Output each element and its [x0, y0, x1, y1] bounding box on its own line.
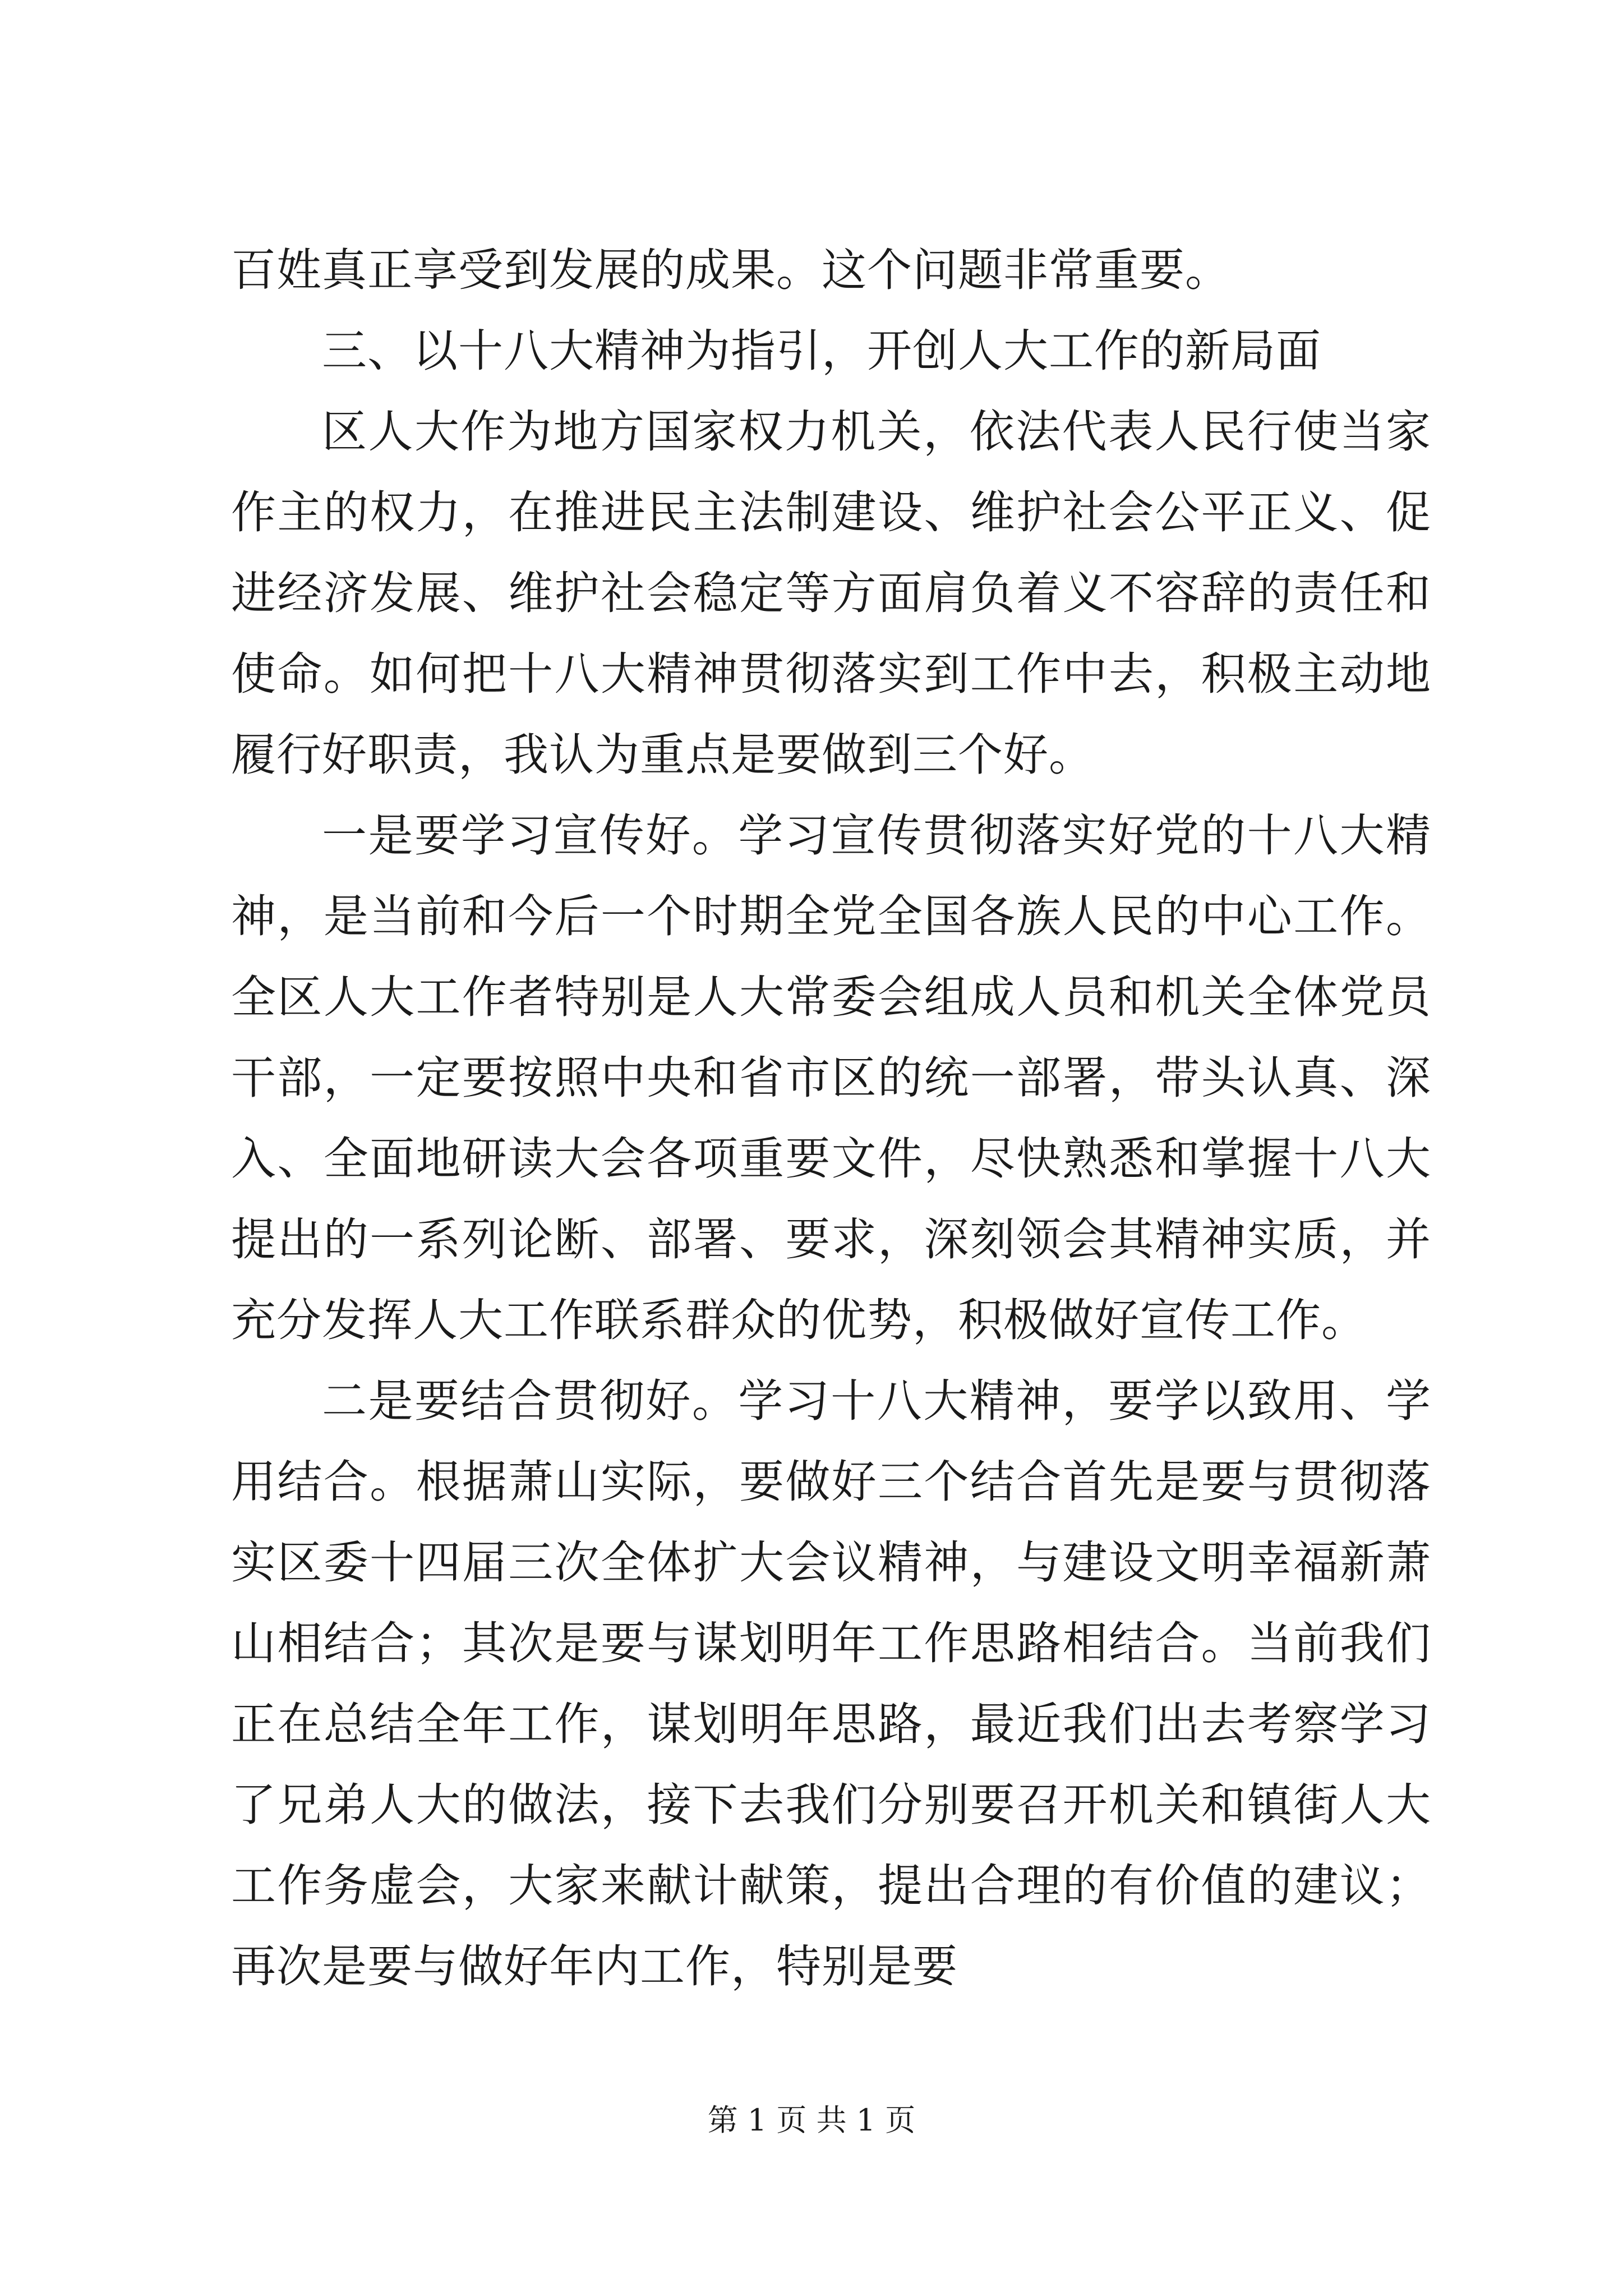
- page-number-footer: 第 1 页 共 1 页: [707, 2102, 916, 2138]
- paragraph-1: 百姓真正享受到发展的成果。这个问题非常重要。: [231, 244, 1230, 296]
- document-body: [231, 230, 1431, 2007]
- paragraph-2: 区人大作为地方国家权力机关，依法代表人民行使当家作主的权力，在推进民主法制建设、维护社会公平正义、促进经济发展、维护社会稳定等方面肩负着义不容辞的责任和使命。如何把十八大精神贯彻落实到工作中去，积极主动地履行好职责，我认为重点是要做到三个好。: [231, 406, 1431, 781]
- paragraph-4: 二是要结合贯彻好。学习十八大精神，要学以致用、学用结合。根据萧山实际，要做好三个结合首先是要与贯彻落实区委十四届三次全体扩大会议精神，与建设文明幸福新萧山相结合；其次是要与谋划明年工作思路相结合。当前我们正在总结全年工作，谋划明年思路，最近我们出去考察学习了兄弟人大的做法，接下去我们分别要召开机关和镇街人大工作务虚会，大家来献计献策，提出合理的有价值的建议；再次是要与做好年内工作，特别是要: [231, 1375, 1431, 1993]
- paragraph-3: 一是要学习宣传好。学习宣传贯彻落实好党的十八大精神，是当前和今后一个时期全党全国各族人民的中心工作。全区人大工作者特别是人大常委会组成人员和机关全体党员干部，一定要按照中央和省市区的统一部署，带头认真、深入、全面地研读大会各项重要文件，尽快熟悉和掌握十八大提出的一系列论断、部署、要求，深刻领会其精神实质，并充分发挥人大工作联系群众的优势，积极做好宣传工作。: [231, 809, 1431, 1346]
- section-heading: 三、以十八大精神为指引，开创人大工作的新局面: [322, 325, 1321, 377]
